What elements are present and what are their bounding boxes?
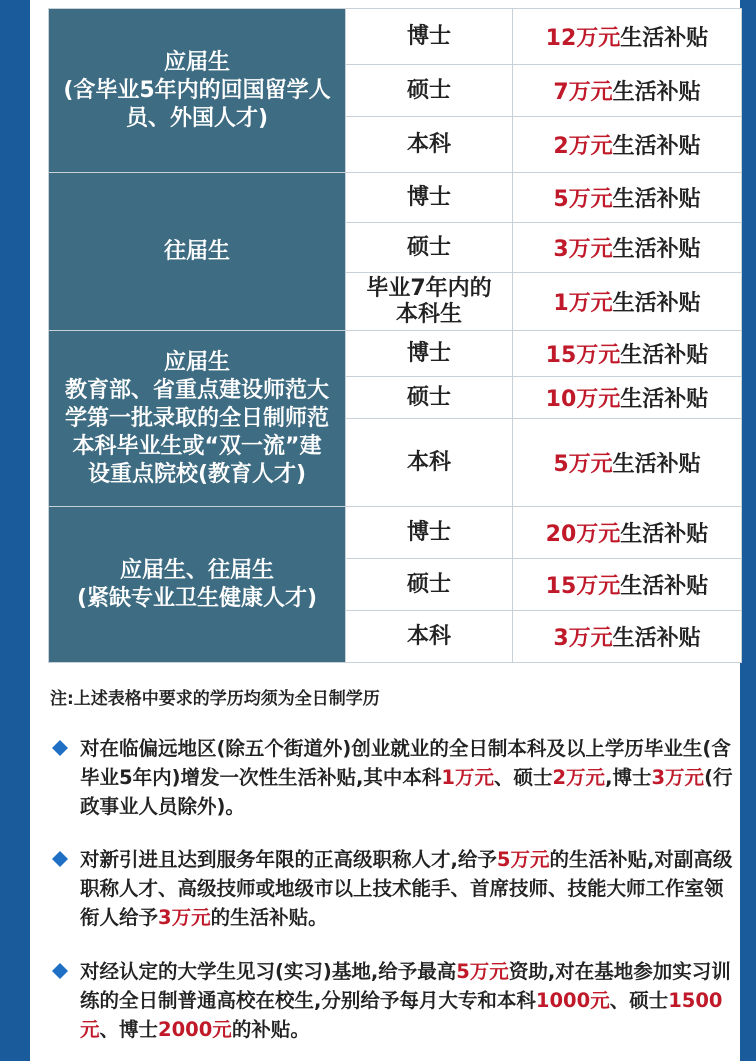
- subsidy-table: [48, 8, 742, 663]
- paragraph-segment: 对经认定的大学生见习(实习)基地,给予最高: [80, 960, 457, 983]
- table-row: [49, 331, 742, 377]
- degree-cell: [346, 273, 513, 331]
- paragraph-text: [80, 734, 737, 821]
- amount-cell: [513, 377, 742, 419]
- category-line: 应届生、往届生: [119, 557, 274, 583]
- degree-line: 博士: [406, 340, 451, 366]
- paragraph-text: [80, 957, 737, 1044]
- degree-cell: [346, 611, 513, 663]
- degree-cell: [346, 173, 513, 223]
- degree-line: 本科: [406, 449, 451, 475]
- degree-line: 本科生: [395, 301, 462, 327]
- paragraph-segment: (行政事业人员除外)。: [80, 766, 733, 818]
- table-row: [49, 173, 742, 223]
- paragraph-text: [80, 845, 737, 932]
- amount-cell: [513, 223, 742, 273]
- amount-value: 15万元: [545, 343, 621, 368]
- degree-cell: [346, 65, 513, 117]
- paragraph-segment: ,博士: [605, 766, 652, 789]
- category-cell: [49, 9, 346, 173]
- degree-line: 博士: [406, 184, 451, 210]
- degree-cell: [346, 419, 513, 507]
- highlight-amount: 3万元: [158, 906, 211, 929]
- amount-cell: [513, 331, 742, 377]
- highlight-amount: 1000元: [535, 989, 610, 1012]
- amount-cell: [513, 419, 742, 507]
- amount-suffix: 生活补贴: [620, 26, 709, 51]
- paragraph-segment: 的生活补贴,对副高级职称人才、高级技师或地级市以上技术能手、首席技师、技能大师工作室领衔人给予: [80, 848, 733, 929]
- category-cell: [49, 173, 346, 331]
- category-line: 学第一批录取的全日制师范: [64, 405, 329, 431]
- amount-suffix: 生活补贴: [612, 291, 701, 316]
- category-line: (紧缺专业卫生健康人才): [76, 585, 318, 611]
- amount-cell: [513, 611, 742, 663]
- highlight-amount: 2万元: [552, 766, 606, 789]
- amount-cell: [513, 507, 742, 559]
- paragraph-segment: 对新引进且达到服务年限的正高级职称人才,给予: [80, 848, 497, 871]
- diamond-bullet-icon: [52, 740, 68, 756]
- degree-line: 博士: [406, 519, 451, 545]
- highlight-amount: 3万元: [651, 766, 705, 789]
- degree-cell: [346, 223, 513, 273]
- highlight-amount: 5万元: [456, 960, 509, 983]
- degree-cell: [346, 9, 513, 65]
- amount-value: 5万元: [553, 452, 613, 477]
- amount-cell: [513, 173, 742, 223]
- category-line: (含毕业5年内的回国留学人: [63, 77, 331, 103]
- category-cell: [49, 507, 346, 663]
- amount-suffix: 生活补贴: [620, 574, 709, 599]
- amount-cell: [513, 559, 742, 611]
- category-line: 教育部、省重点建设师范大: [64, 377, 329, 403]
- policy-paragraph-3: [52, 957, 737, 1044]
- policy-paragraph-2: [52, 845, 737, 932]
- category-line: 应届生: [163, 349, 230, 375]
- degree-line: 硕士: [406, 571, 451, 597]
- amount-value: 7万元: [553, 80, 613, 105]
- degree-cell: [346, 377, 513, 419]
- amount-suffix: 生活补贴: [612, 626, 701, 651]
- highlight-amount: 1万元: [441, 766, 494, 789]
- amount-value: 3万元: [553, 626, 613, 651]
- amount-suffix: 生活补贴: [612, 80, 701, 105]
- category-line: 员、外国人才): [125, 105, 269, 131]
- amount-suffix: 生活补贴: [620, 387, 709, 412]
- amount-cell: [513, 117, 742, 173]
- degree-cell: [346, 507, 513, 559]
- amount-value: 12万元: [545, 26, 621, 51]
- paragraph-segment: 对在临偏远地区(除五个街道外)创业就业的全日制本科及以上学历毕业生(含毕业5年内)增发一次性生活补贴,其中本科: [80, 737, 731, 789]
- paragraph-segment: 的生活补贴。: [210, 906, 328, 929]
- degree-line: 本科: [406, 623, 451, 649]
- category-cell: [49, 331, 346, 507]
- degree-line: 本科: [406, 131, 451, 157]
- category-line: 设重点院校(教育人才): [87, 461, 307, 487]
- amount-suffix: 生活补贴: [620, 522, 709, 547]
- paragraph-segment: 资助,对在基地参加实习训练的全日制普通高校在校生,分别给予每月大专和本科: [80, 960, 731, 1012]
- degree-line: 毕业7年内的: [366, 275, 492, 301]
- amount-value: 2万元: [553, 134, 613, 159]
- highlight-amount: 5万元: [496, 848, 550, 871]
- paragraph-segment: 的补贴。: [231, 1018, 310, 1041]
- category-line: 往届生: [163, 238, 230, 264]
- amount-value: 3万元: [553, 237, 613, 262]
- degree-cell: [346, 331, 513, 377]
- amount-value: 5万元: [553, 187, 613, 212]
- diamond-bullet-icon: [52, 963, 68, 979]
- degree-line: 硕士: [406, 384, 451, 410]
- highlight-amount: 2000元: [158, 1018, 232, 1041]
- degree-line: 硕士: [406, 77, 451, 103]
- table-note: 注:上述表格中要求的学历均须为全日制学历: [50, 689, 380, 709]
- degree-cell: [346, 117, 513, 173]
- amount-suffix: 生活补贴: [612, 452, 701, 477]
- amount-suffix: 生活补贴: [612, 237, 701, 262]
- highlight-amount: 1500元: [80, 989, 723, 1041]
- amount-value: 1万元: [553, 291, 613, 316]
- degree-line: 博士: [406, 23, 451, 49]
- policy-paragraph-1: [52, 734, 737, 821]
- degree-line: 硕士: [406, 234, 451, 260]
- amount-value: 20万元: [545, 522, 621, 547]
- category-line: 应届生: [163, 49, 230, 75]
- diamond-bullet-icon: [52, 851, 68, 867]
- amount-value: 10万元: [545, 387, 621, 412]
- table-row: [49, 9, 742, 65]
- paragraph-segment: 、博士: [99, 1018, 159, 1041]
- paragraph-segment: 、硕士: [493, 766, 553, 789]
- amount-value: 15万元: [545, 574, 621, 599]
- category-line: 本科毕业生或“双一流”建: [72, 433, 322, 459]
- paragraph-segment: 、硕士: [609, 989, 669, 1012]
- amount-cell: [513, 273, 742, 331]
- amount-cell: [513, 65, 742, 117]
- amount-suffix: 生活补贴: [612, 187, 701, 212]
- amount-cell: [513, 9, 742, 65]
- amount-suffix: 生活补贴: [612, 134, 701, 159]
- amount-suffix: 生活补贴: [620, 343, 709, 368]
- degree-cell: [346, 559, 513, 611]
- table-row: [49, 507, 742, 559]
